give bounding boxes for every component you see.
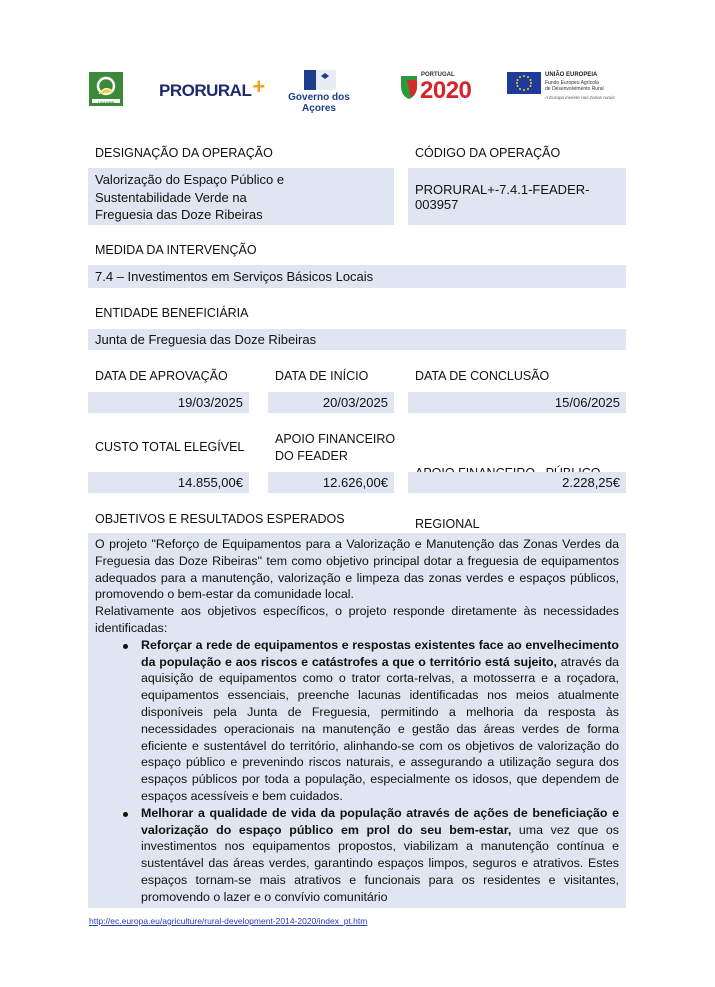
footer-link[interactable]: http://ec.europa.eu/agriculture/rural-development-2014-2020/index_pt.htm	[89, 916, 368, 926]
conclusao-value-box	[408, 392, 626, 413]
medida-value: 7.4 – Investimentos em Serviços Básicos Locais	[95, 269, 374, 284]
entidade-value-box	[88, 329, 626, 350]
regional-label-line-2: REGIONAL	[415, 517, 480, 531]
bullet-icon	[123, 812, 128, 817]
feader-value-box	[268, 472, 394, 493]
portugal-2020-text: 2020	[420, 77, 472, 104]
objetivos-item-bold: Melhorar a qualidade de vida da população através de ações de beneficiação e valorização do espaço público em prol do seu bem-estar,	[141, 805, 619, 837]
aprovacao-value-box	[88, 392, 249, 413]
logo-bar	[0, 66, 715, 114]
prorural-plus: +	[252, 74, 266, 99]
objetivos-item-text: através da aquisição de equipamentos como o trator corta-relvas, a motosserra e a roçadora, equipamentos essenciais, preenche lacunas identificadas nos meios atualmente disponíveis pela Junta de Freguesia, permitindo a melhoria da resposta às necessidades operacionais na manutenção e gestão das áreas verdes de forma eficiente e sustentável do território, alinhando-se com os objetivos de valorização do espaço público e prevenindo riscos naturais, e assegurando a utilização segura dos espaços públicos por toda a população, especialmente os idosos, que dependem de espaços acessíveis e bem cuidados.	[141, 654, 619, 803]
entidade-label: ENTIDADE BENEFICIÁRIA	[95, 306, 249, 320]
objetivos-item-text: uma vez que os investimentos nos equipamentos propostos, viabilizam a manutenção contínua e sustentável das áreas verdes, garantindo espaços limpos, seguros e atrativos. Estes espaços tornam-se mais atrativos e funcionais para os residentes e visitantes, promovendo o lazer e o convívio comunitário	[141, 822, 619, 904]
acores-logo	[272, 70, 366, 114]
bullet-icon	[123, 644, 128, 649]
conclusao-value: 15/06/2025	[554, 395, 620, 410]
objetivos-item-bold: Reforçar a rede de equipamentos e respostas existentes face ao envelhecimento da população e aos riscos e catástrofes a que o território está sujeito,	[141, 637, 619, 669]
eu-line3: A Europa investe nas zonas rurais	[545, 95, 615, 100]
eu-line2: de Desenvolvimento Rural	[545, 86, 604, 92]
designacao-line-3: Freguesia das Doze Ribeiras	[95, 207, 263, 222]
aprovacao-value: 19/03/2025	[177, 395, 243, 410]
designacao-label: DESIGNAÇÃO DA OPERAÇÃO	[95, 146, 273, 160]
objetivos-box	[88, 533, 626, 908]
codigo-value-box	[408, 168, 626, 225]
regional-value: 2.228,25€	[562, 475, 620, 490]
feader-label	[275, 431, 395, 465]
inicio-value-box	[268, 392, 394, 413]
portugal2020-logo	[399, 72, 491, 104]
aprovacao-label: DATA DE APROVAÇÃO	[95, 369, 228, 383]
designacao-line-2: Sustentabilidade Verde na	[95, 189, 247, 205]
designacao-line-1: Valorização do Espaço Público e	[95, 172, 285, 187]
objetivos-item	[95, 637, 619, 805]
regional-value-box	[408, 472, 626, 493]
objetivos-intro: O projeto "Reforço de Equipamentos para a Valorização e Manutenção das Zonas Verdes da Freguesia das Doze Ribeiras" tem como objetivo principal dotar a freguesia de equipamentos adequados para a manutenção, valorização e limpeza das zonas verdes e espaços públicos, promovendo o bem-estar da comunidade local.	[95, 537, 619, 602]
codigo-value: PRORURAL+-7.4.1-FEADER-003957	[415, 181, 590, 212]
medida-value-box	[88, 265, 626, 288]
eu-logo	[507, 72, 627, 104]
eu-flag-icon	[507, 72, 541, 94]
prorural-logo-text: PRORURAL	[159, 81, 252, 100]
objetivos-item	[95, 805, 619, 906]
leader-logo-text: LEADER	[97, 100, 115, 105]
feader-value: 12.626,00€	[322, 475, 388, 490]
medida-label: MEDIDA DA INTERVENÇÃO	[95, 243, 257, 257]
custo-value: 14.855,00€	[177, 475, 243, 490]
entidade-value: Junta de Freguesia das Doze Ribeiras	[95, 332, 317, 347]
eu-line1: Fundo Europeu Agrícola	[545, 80, 599, 86]
acores-logo-text: Governo dos Açores	[288, 92, 350, 114]
objetivos-intro-2: Relativamente aos objetivos específicos, o projeto responde diretamente às necessidades identificadas:	[95, 604, 619, 635]
conclusao-label: DATA DE CONCLUSÃO	[415, 369, 550, 383]
portugal-emblem-icon	[399, 74, 419, 100]
custo-value-box	[88, 472, 249, 493]
codigo-label: CÓDIGO DA OPERAÇÃO	[415, 146, 561, 160]
acores-flag-icon	[304, 70, 336, 90]
designacao-value-box	[88, 168, 394, 225]
custo-label: CUSTO TOTAL ELEGÍVEL	[95, 440, 245, 454]
objetivos-list	[95, 637, 619, 906]
inicio-value: 20/03/2025	[322, 395, 388, 410]
eu-title: UNIÃO EUROPEIA	[545, 72, 598, 78]
feader-label-line-2: DO FEADER	[275, 449, 348, 463]
inicio-label: DATA DE INÍCIO	[275, 369, 369, 383]
objetivos-label: OBJETIVOS E RESULTADOS ESPERADOS	[95, 512, 345, 526]
prorural-logo	[159, 76, 265, 106]
portugal-small-text: PORTUGAL	[421, 72, 455, 78]
leader-logo	[89, 72, 123, 106]
feader-label-line-1: APOIO FINANCEIRO	[275, 432, 396, 446]
